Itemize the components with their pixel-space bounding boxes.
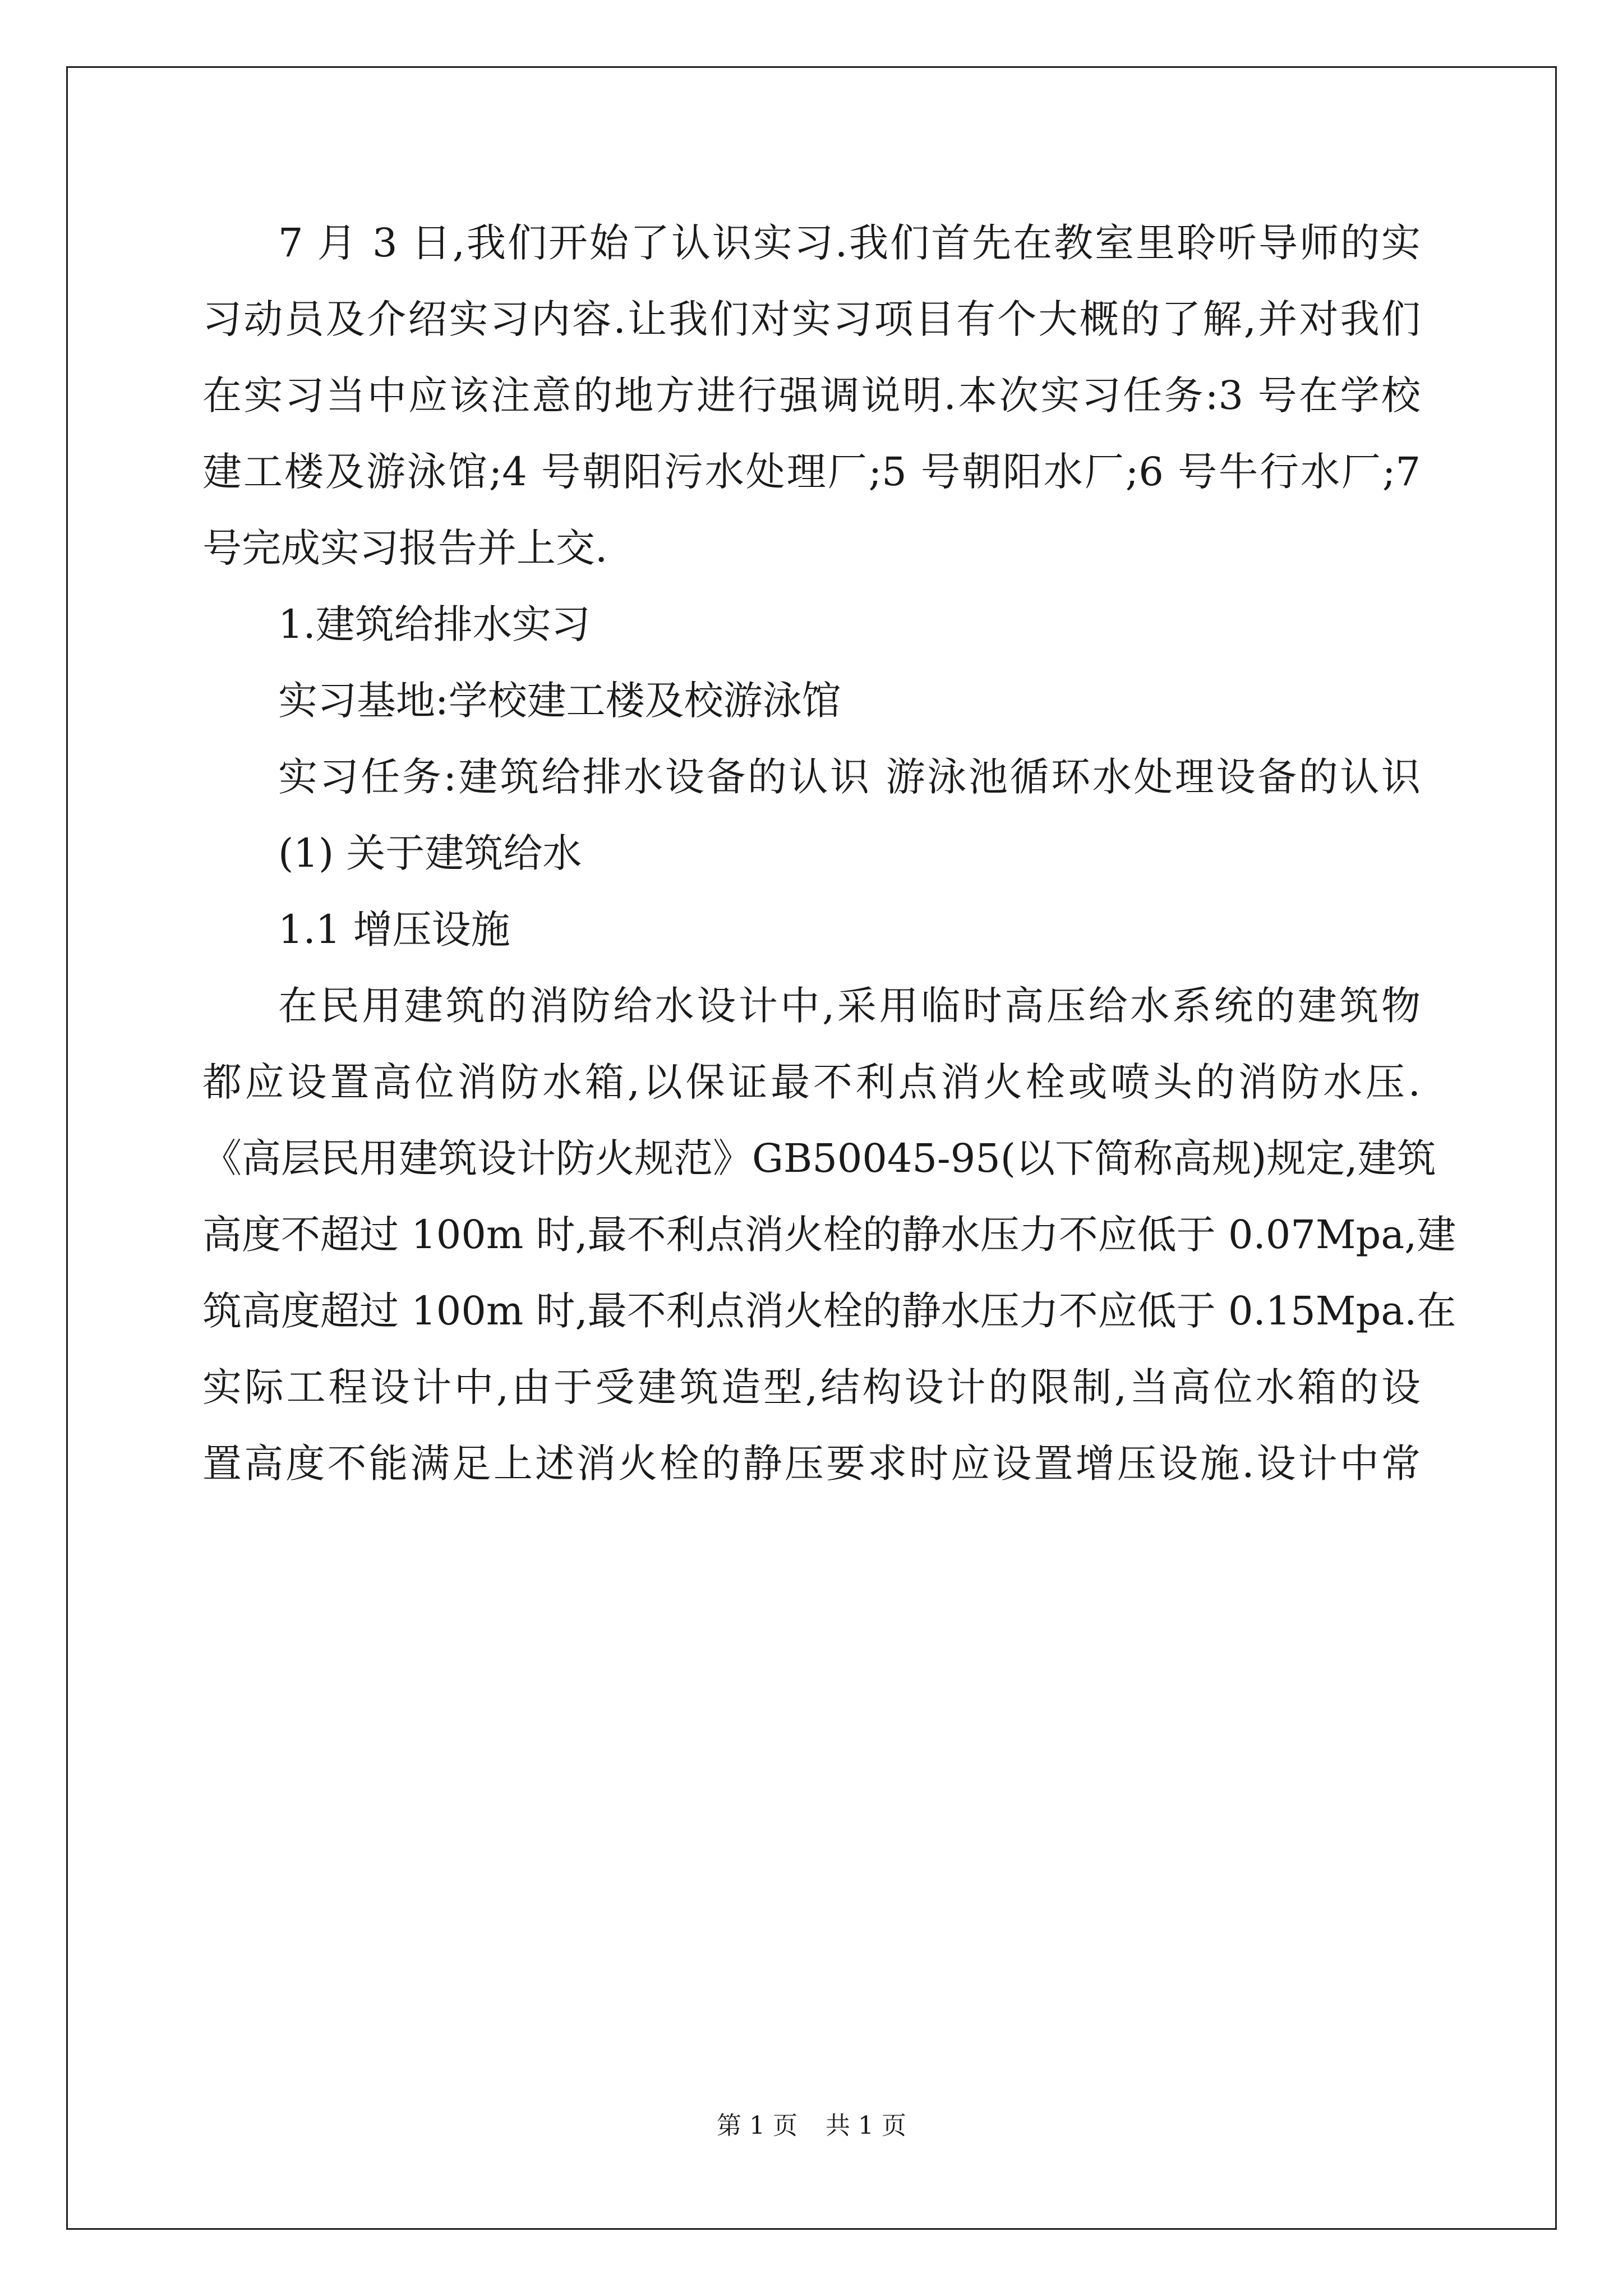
text-line: 在民用建筑的消防给水设计中,采用临时高压给水系统的建筑物 [278, 983, 1421, 1029]
page-number: 第 1 页 [717, 2111, 797, 2140]
text-line: 在实习当中应该注意的地方进行强调说明.本次实习任务:3 号在学校 [202, 372, 1421, 418]
page-footer [0, 2109, 1623, 2143]
text-line: 号完成实习报告并上交. [202, 525, 608, 571]
text-line: 置高度不能满足上述消火栓的静压要求时应设置增压设施.设计中常 [202, 1441, 1421, 1487]
text-line: 都应设置高位消防水箱,以保证最不利点消火栓或喷头的消防水压. [202, 1059, 1421, 1105]
text-line: 实际工程设计中,由于受建筑造型,结构设计的限制,当高位水箱的设 [202, 1364, 1421, 1410]
text-line: 习动员及介绍实习内容.让我们对实习项目有个大概的了解,并对我们 [202, 296, 1421, 342]
text-line: 实习基地:学校建工楼及校游泳馆 [278, 678, 841, 724]
page-total: 共 1 页 [826, 2111, 906, 2140]
text-line: 7 月 3 日,我们开始了认识实习.我们首先在教室里聆听导师的实 [278, 220, 1421, 266]
text-line: 实习任务:建筑给排水设备的认识 游泳池循环水处理设备的认识 [278, 754, 1421, 800]
text-line: 建工楼及游泳馆;4 号朝阳污水处理厂;5 号朝阳水厂;6 号牛行水厂;7 [202, 449, 1421, 495]
text-line: 《高层民用建筑设计防火规范》GB50045-95(以下简称高规)规定,建筑 [202, 1135, 1436, 1181]
text-line: 高度不超过 100m 时,最不利点消火栓的静水压力不应低于 0.07Mpa,建 [202, 1212, 1456, 1258]
section-heading: 1.建筑给排水实习 [278, 601, 591, 647]
text-line: 筑高度超过 100m 时,最不利点消火栓的静水压力不应低于 0.15Mpa.在 [202, 1288, 1456, 1334]
subsection-heading: (1) 关于建筑给水 [278, 830, 582, 876]
subsection-heading: 1.1 增压设施 [278, 907, 510, 953]
